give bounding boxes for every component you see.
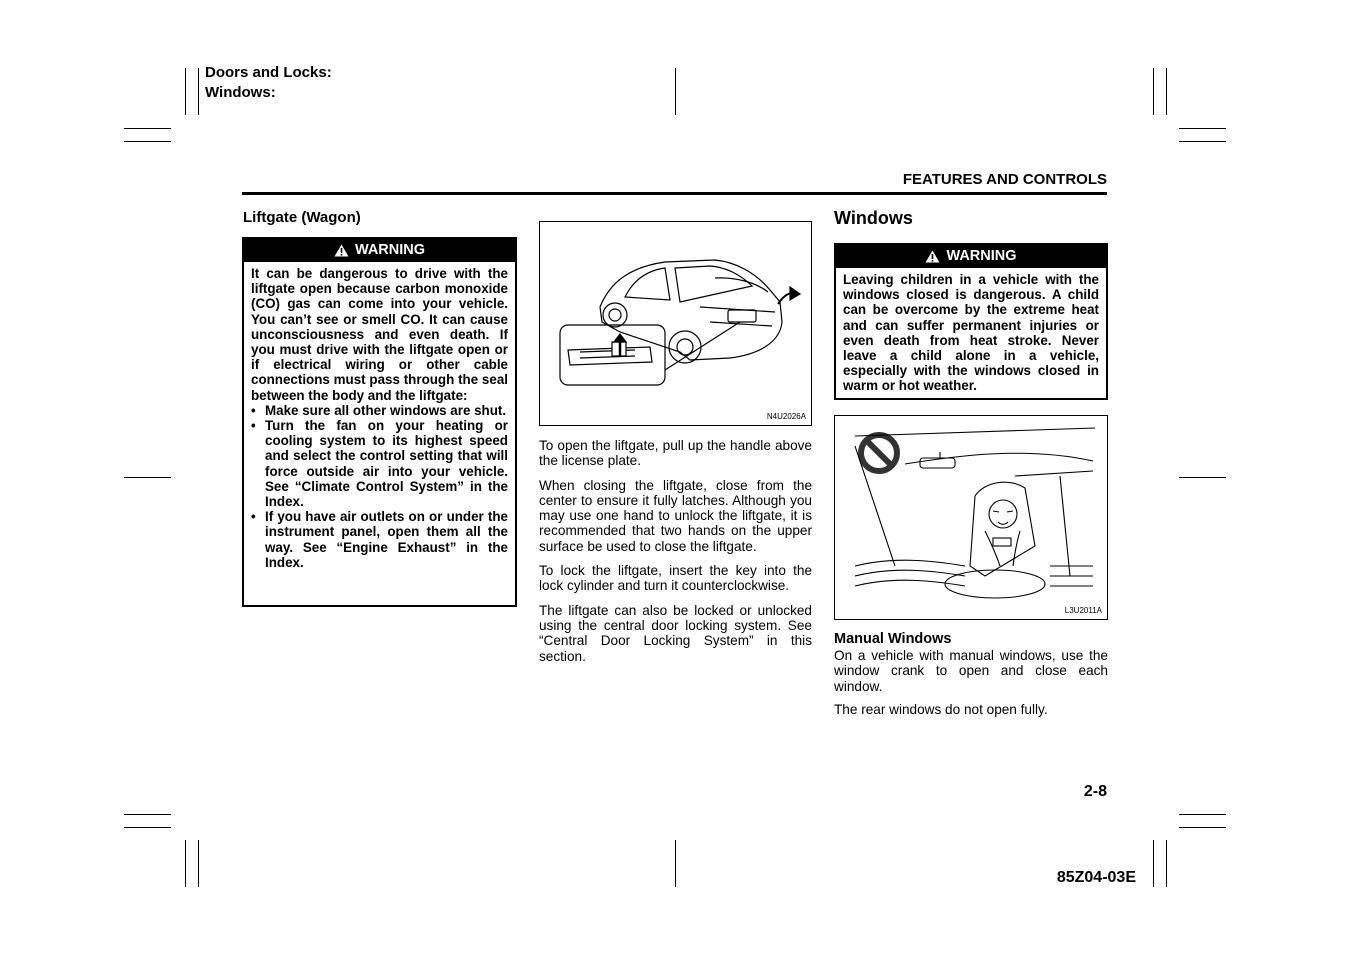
windows-title: Windows (834, 208, 913, 228)
warning-body: Leaving children in a vehicle with the windows closed is dangerous. A child can be overcome by the extreme heat and can suffer permanent injuries or even death from heat stroke. Never leave a child alone in a vehicle, especially with the windows closed in warm or hot weather. (843, 272, 1099, 394)
header-rule (242, 192, 1107, 195)
warning-bullet: • Turn the fan on your heating or cooling system to its highest speed and select the control setting that will force outside air into your vehicle. See “Climate Control System” in the Index. (251, 418, 508, 509)
figure-code: L3U2011A (1064, 606, 1102, 615)
warning-label: WARNING (946, 248, 1017, 264)
paragraph: To lock the liftgate, insert the key into the lock cylinder and turn it counterclockwise. (539, 563, 812, 594)
paragraph: The liftgate can also be locked or unlocked using the central door locking system. See “Central Door Locking System” in this section. (539, 602, 812, 664)
warning-header (836, 245, 1106, 268)
liftgate-text (539, 438, 812, 673)
liftgate-warning-box (242, 237, 517, 607)
warning-triangle-icon (925, 250, 940, 263)
warning-intro: It can be dangerous to drive with the liftgate open because carbon monoxide (CO) gas can come into your vehicle. You can’t see or smell CO. It can cause unconsciousness and even death. If you must drive with the liftgate open or if electrical wiring or other cable connections must pass through the seal between the body and the liftgate: (251, 266, 508, 403)
warning-triangle-icon (334, 244, 349, 257)
paragraph: When closing the liftgate, close from the center to ensure it fully latches. Although you may use one hand to unlock the liftgate, it is recommended that two hands on the upper surface be used to close the liftgate. (539, 477, 812, 554)
child-in-car-drawing (835, 416, 1107, 619)
car-rear-drawing (540, 222, 811, 425)
child-in-car-illustration (834, 415, 1108, 620)
paragraph: On a vehicle with manual windows, use the window crank to open and close each window. (834, 648, 1108, 694)
document-code: 85Z04-03E (1056, 869, 1136, 886)
page-number: 2-8 (1083, 783, 1107, 800)
paragraph: To open the liftgate, pull up the handle above the license plate. (539, 438, 812, 469)
warning-body (244, 262, 515, 576)
warning-bullet: • If you have air outlets on or under the instrument panel, open them all the way. See “Engine Exhaust” in the Index. (251, 509, 508, 570)
liftgate-title: Liftgate (Wagon) (243, 209, 361, 226)
warning-label: WARNING (354, 242, 426, 258)
liftgate-illustration (539, 221, 812, 426)
manual-windows-title: Manual Windows (834, 631, 952, 647)
paragraph: The rear windows do not open fully. (834, 701, 1048, 717)
figure-code: N4U2026A (766, 412, 806, 421)
warning-bullet: • Make sure all other windows are shut. (251, 403, 508, 418)
windows-warning-box (834, 243, 1108, 400)
warning-bullet-list (251, 403, 508, 570)
manual-windows-text (834, 648, 1108, 726)
header-line-2: Windows: (205, 84, 276, 101)
header-line-1: Doors and Locks: (205, 64, 332, 81)
warning-header (244, 239, 515, 262)
section-header: FEATURES AND CONTROLS (902, 171, 1107, 188)
running-header (205, 63, 332, 103)
